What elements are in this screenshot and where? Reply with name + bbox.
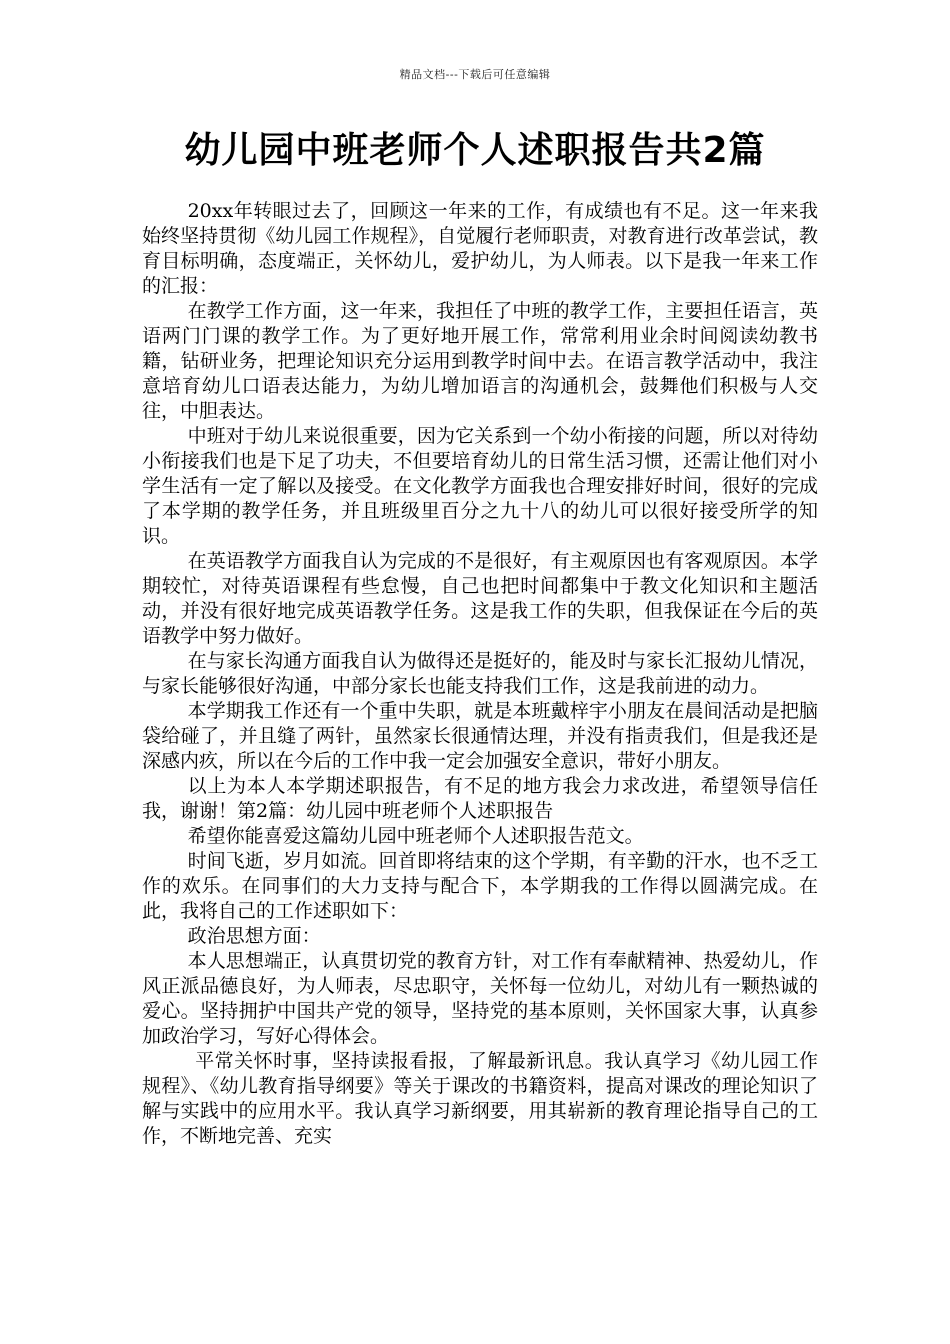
paragraph-current-affairs: 平常关怀时事，坚持读报看报，了解最新讯息。我认真学习《幼儿园工作规程》、《幼儿教育指导纲要》等关于课改的书籍资料，提高对课改的理论知识了解与实践中的应用水平。我认真学习新纲要，用其崭新的教育理论指导自己的工作，不断地完善、充实	[142, 1050, 818, 1147]
document-body	[142, 199, 818, 1149]
document-title: 幼儿园中班老师个人述职报告共2篇	[184, 130, 766, 171]
paragraph-parent-communication: 在与家长沟通方面我自认为做得还是挺好的，能及时与家长汇报幼儿情况，与家长能够很好沟通，中部分家长也能支持我们工作，这是我前进的动力。	[142, 650, 818, 697]
header-note: 精品文档---下载后可任意编辑	[399, 68, 551, 81]
paragraph-political-thought: 本人思想端正，认真贯切党的教育方针，对工作有奉献精神、热爱幼儿，作风正派品德良好，为人师表，尽忠职守，关怀每一位幼儿，对幼儿有一颗热诚的爱心。坚持拥护中国共产党的领导，坚持党的基本原则，关怀国家大事，认真参加政治学习，写好心得体会。	[142, 950, 818, 1047]
paragraph-intro: 20xx年转眼过去了，回顾这一年来的工作，有成绩也有不足。这一年来我始终坚持贯彻《幼儿园工作规程》，自觉履行老师职责，对教育进行改革尝试，教育目标明确，态度端正，关怀幼儿，爱护幼儿，为人师表。以下是我一年来工作的汇报：	[142, 200, 818, 297]
paragraph-teaching-work: 在教学工作方面，这一年来，我担任了中班的教学工作，主要担任语言，英语两门门课的教学工作。为了更好地开展工作，常常利用业余时间阅读幼教书籍，钻研业务，把理论知识充分运用到教学时间中去。在语言教学活动中，我注意培育幼儿口语表达能力，为幼儿增加语言的沟通机会，鼓舞他们积极与人交往，中胆表达。	[142, 300, 818, 422]
paragraph-safety-incident: 本学期我工作还有一个重中失职，就是本班戴梓宇小朋友在晨间活动是把脑袋给碰了，并且缝了两针，虽然家长很通情达理，并没有指责我们，但是我还是深感内疚，所以在今后的工作中我一定会加强安全意识，带好小朋友。	[142, 700, 818, 772]
paragraph-time-flies: 时间飞逝，岁月如流。回首即将结束的这个学期，有辛勤的汗水，也不乏工作的欢乐。在同事们的大力支持与配合下，本学期我的工作得以圆满完成。在此，我将自己的工作述职如下：	[142, 850, 818, 922]
paragraph-political-heading: 政治思想方面：	[187, 925, 321, 947]
paragraph-english-teaching: 在英语教学方面我自认为完成的不是很好，有主观原因也有客观原因。本学期较忙，对待英语课程有些怠慢，自己也把时间都集中于教文化知识和主题活动，并没有很好地完成英语教学任务。这是我工作的失职，但我保证在今后的英语教学中努力做好。	[142, 550, 818, 647]
paragraph-transition: 中班对于幼儿来说很重要，因为它关系到一个幼小衔接的问题，所以对待幼小衔接我们也是下足了功夫，不但要培育幼儿的日常生活习惯，还需让他们对小学生活有一定了解以及接受。在文化教学方面我也合理安排好时间，很好的完成了本学期的教学任务，并且班级里百分之九十八的幼儿可以很好接受所学的知识。	[142, 425, 818, 547]
paragraph-hope: 希望你能喜爱这篇幼儿园中班老师个人述职报告范文。	[187, 825, 644, 847]
paragraph-summary: 以上为本人本学期述职报告，有不足的地方我会力求改进，希望领导信任我，谢谢！第2篇：幼儿园中班老师个人述职报告	[142, 775, 818, 822]
